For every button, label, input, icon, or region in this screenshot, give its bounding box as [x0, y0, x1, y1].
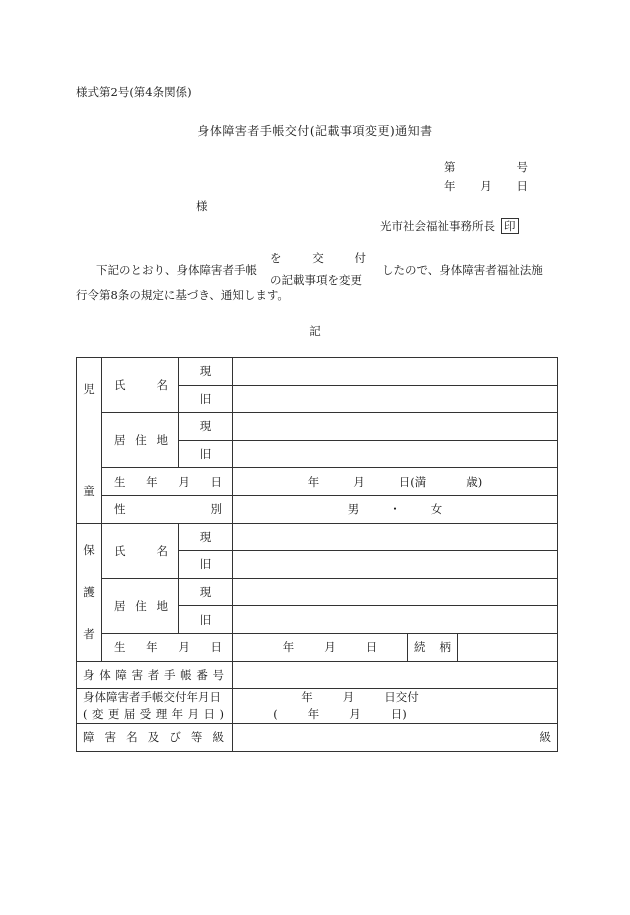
option-fu: 付 [354, 251, 366, 265]
document-title: 身体障害者手帳交付(記載事項変更)通知書 [197, 124, 433, 138]
child-address-current-label: 現 [179, 413, 233, 441]
child-name-label: 氏 名 [102, 358, 179, 413]
issue-date-label: 身体障害者手帳交付年月日 ( 変 更 届 受 理 年 月 日 ) [77, 689, 233, 724]
child-address-former-label: 旧 [179, 440, 233, 468]
child-address-current-field[interactable] [233, 413, 558, 441]
child-group-cell [77, 358, 102, 524]
child-name-current-label: 現 [179, 358, 233, 386]
guardian-group-cell [77, 523, 102, 661]
child-name-former-label: 旧 [179, 385, 233, 413]
disability-field[interactable]: 級 [233, 724, 558, 752]
child-address-former-field[interactable] [233, 440, 558, 468]
disability-label: 障 害 名 及 び 等 級 [77, 724, 233, 752]
guardian-name-current-label: 現 [179, 523, 233, 551]
form-number: 様式第2号(第4条関係) [76, 85, 192, 99]
number-suffix: 号 [516, 160, 528, 174]
relationship-label: 続 柄 [408, 633, 458, 661]
date-day: 日 [516, 179, 528, 193]
date-year: 年 [444, 179, 456, 193]
option-change: の記載事項を変更 [270, 273, 362, 287]
child-sex-field[interactable]: 男 ・ 女 [233, 495, 558, 523]
child-name-current-field[interactable] [233, 358, 558, 386]
issue-number [444, 159, 528, 175]
notification-table [76, 357, 558, 752]
guardian-address-current-field[interactable] [233, 578, 558, 606]
ki-heading: 記 [309, 324, 321, 338]
guardian-label-2: 護 [83, 585, 95, 600]
child-address-label: 居 住 地 [102, 413, 179, 468]
child-label-1: 児 [83, 382, 95, 397]
child-birth-label: 生 年 月 日 [102, 468, 233, 496]
issuer-name: 光市社会福祉事務所長 [380, 219, 495, 233]
issue-date [444, 178, 528, 194]
relationship-field[interactable] [458, 633, 558, 661]
body-text-start: 下記のとおり、身体障害者手帳 [96, 263, 257, 277]
child-sex-label: 性 別 [102, 495, 233, 523]
guardian-name-former-label: 旧 [179, 551, 233, 579]
guardian-birth-field[interactable]: 年 月 日 [233, 633, 408, 661]
date-month: 月 [480, 179, 492, 193]
issue-date-field[interactable]: 年 月 日交付 ( 年 月 日) [233, 689, 558, 724]
guardian-name-current-field[interactable] [233, 523, 558, 551]
child-label-2: 童 [83, 484, 95, 499]
option-stack [270, 250, 366, 288]
guardian-birth-label: 生 年 月 日 [102, 633, 233, 661]
guardian-address-current-label: 現 [179, 578, 233, 606]
number-prefix: 第 [444, 160, 456, 174]
seal-mark: 印 [501, 218, 519, 234]
body-text-end: したので、身体障害者福祉法施 [382, 263, 543, 277]
guardian-address-former-label: 旧 [179, 606, 233, 634]
handbook-number-field[interactable] [233, 661, 558, 689]
guardian-address-label: 居 住 地 [102, 578, 179, 633]
child-name-former-field[interactable] [233, 385, 558, 413]
child-birth-field[interactable]: 年 月 日(満 歳) [233, 468, 558, 496]
option-issue [270, 250, 366, 266]
guardian-name-label: 氏 名 [102, 523, 179, 578]
guardian-name-former-field[interactable] [233, 551, 558, 579]
body-text-line2: 行令第8条の規定に基づき、通知します。 [76, 288, 289, 302]
guardian-label-3: 者 [83, 627, 95, 642]
guardian-address-former-field[interactable] [233, 606, 558, 634]
issuer [380, 218, 519, 234]
option-ko: 交 [312, 251, 324, 265]
option-wo: を [270, 251, 282, 265]
recipient-suffix: 様 [196, 199, 208, 213]
guardian-label-1: 保 [83, 543, 95, 558]
handbook-number-label: 身 体 障 害 者 手 帳 番 号 [77, 661, 233, 689]
